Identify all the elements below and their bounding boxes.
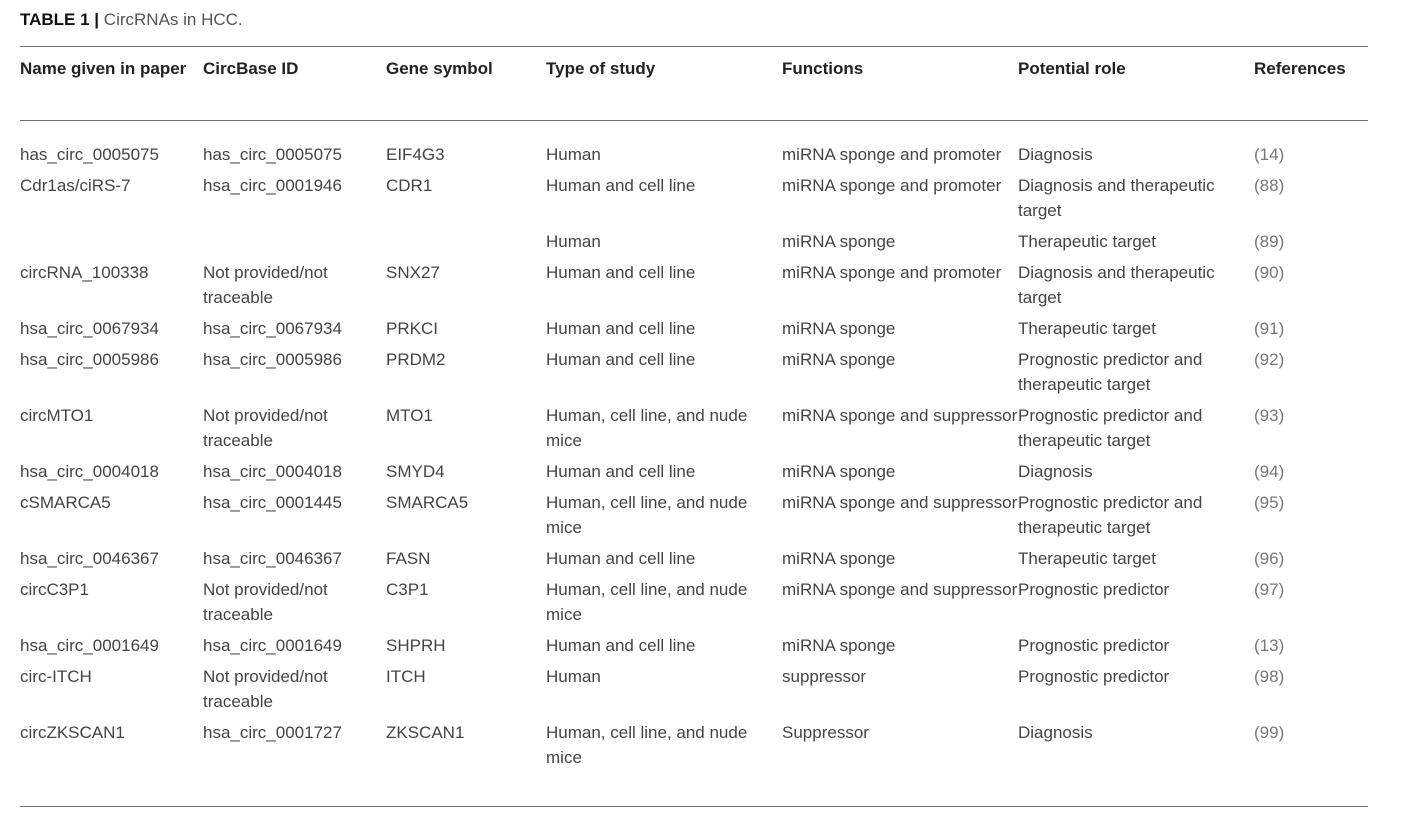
cell-name: circZKSCAN1: [20, 723, 125, 742]
cell-gene-symbol: C3P1: [386, 580, 429, 599]
cell-potential-role: Prognostic predictor: [1018, 667, 1170, 686]
cell-gene-symbol: SMYD4: [386, 462, 445, 481]
table-row: [20, 490, 1368, 546]
cell-circbase-id: hsa_circ_0067934: [203, 319, 342, 338]
cell-potential-role: Diagnosis and therapeutic target: [1018, 263, 1215, 307]
cell-circbase-id: hsa_circ_0001445: [203, 493, 342, 512]
cell-type-of-study: Human: [546, 232, 601, 251]
cell-type-of-study: Human and cell line: [546, 263, 696, 282]
cell-functions: miRNA sponge and promoter: [782, 176, 1002, 195]
cell-gene-symbol: EIF4G3: [386, 145, 445, 164]
cell-name: [20, 229, 203, 260]
cell-type-of-study: Human, cell line, and nude mice: [546, 580, 748, 624]
cell-reference: (99): [1254, 723, 1285, 742]
col-header-references: References: [1254, 59, 1346, 78]
cell-gene-symbol: [386, 229, 546, 260]
cell-circbase-id: hsa_circ_0001649: [203, 636, 342, 655]
cell-name: hsa_circ_0046367: [20, 549, 159, 568]
cell-name: circMTO1: [20, 406, 94, 425]
cell-potential-role: Therapeutic target: [1018, 549, 1156, 568]
table-caption: [20, 10, 243, 30]
cell-circbase-id: hsa_circ_0005986: [203, 350, 342, 369]
cell-name: has_circ_0005075: [20, 145, 159, 164]
cell-circbase-id: hsa_circ_0004018: [203, 462, 342, 481]
cell-potential-role: Diagnosis: [1018, 462, 1093, 481]
cell-functions: Suppressor: [782, 723, 869, 742]
cell-reference: (94): [1254, 462, 1285, 481]
col-header-functions: Functions: [782, 59, 864, 78]
cell-reference: (88): [1254, 176, 1285, 195]
cell-type-of-study: Human, cell line, and nude mice: [546, 723, 748, 767]
cell-functions: suppressor: [782, 667, 867, 686]
cell-functions: miRNA sponge and suppressor: [782, 406, 1018, 425]
table-row: [20, 720, 1368, 776]
cell-gene-symbol: SNX27: [386, 263, 440, 282]
cell-functions: miRNA sponge: [782, 319, 896, 338]
cell-potential-role: Prognostic predictor and therapeutic target: [1018, 493, 1203, 537]
table-row: [20, 633, 1368, 664]
table-title: CircRNAs in HCC.: [103, 10, 243, 29]
col-header-type-of-study: Type of study: [546, 59, 656, 78]
cell-circbase-id: [203, 229, 386, 260]
cell-type-of-study: Human: [546, 145, 601, 164]
cell-reference: (89): [1254, 232, 1285, 251]
table-row: [20, 664, 1368, 720]
cell-functions: miRNA sponge: [782, 232, 896, 251]
table-row: [20, 260, 1368, 316]
cell-circbase-id: Not provided/not traceable: [203, 406, 328, 450]
cell-potential-role: Prognostic predictor and therapeutic target: [1018, 406, 1203, 450]
cell-name: circRNA_100338: [20, 263, 149, 282]
table-row: [20, 316, 1368, 347]
cell-potential-role: Prognostic predictor: [1018, 636, 1170, 655]
cell-gene-symbol: SMARCA5: [386, 493, 469, 512]
cell-functions: miRNA sponge: [782, 549, 896, 568]
cell-type-of-study: Human and cell line: [546, 549, 696, 568]
table-row: [20, 120, 1368, 173]
col-header-gene-symbol: Gene symbol: [386, 59, 493, 78]
cell-type-of-study: Human and cell line: [546, 462, 696, 481]
cell-type-of-study: Human: [546, 667, 601, 686]
cell-circbase-id: Not provided/not traceable: [203, 580, 328, 624]
cell-potential-role: Diagnosis: [1018, 145, 1093, 164]
cell-reference: (13): [1254, 636, 1285, 655]
cell-type-of-study: Human, cell line, and nude mice: [546, 406, 748, 450]
cell-functions: miRNA sponge and promoter: [782, 263, 1002, 282]
cell-functions: miRNA sponge and suppressor: [782, 493, 1018, 512]
cell-name: Cdr1as/ciRS-7: [20, 176, 131, 195]
cell-reference: (91): [1254, 319, 1285, 338]
cell-potential-role: Diagnosis: [1018, 723, 1093, 742]
circrna-table: [20, 56, 1368, 776]
cell-circbase-id: Not provided/not traceable: [203, 263, 328, 307]
cell-reference: (96): [1254, 549, 1285, 568]
table-row: [20, 459, 1368, 490]
cell-potential-role: Diagnosis and therapeutic target: [1018, 176, 1215, 220]
cell-type-of-study: Human and cell line: [546, 350, 696, 369]
cell-reference: (95): [1254, 493, 1285, 512]
cell-gene-symbol: PRDM2: [386, 350, 446, 369]
cell-potential-role: Therapeutic target: [1018, 319, 1156, 338]
cell-name: circC3P1: [20, 580, 89, 599]
cell-type-of-study: Human and cell line: [546, 636, 696, 655]
cell-reference: (92): [1254, 350, 1285, 369]
cell-potential-role: Prognostic predictor and therapeutic target: [1018, 350, 1203, 394]
cell-gene-symbol: ITCH: [386, 667, 426, 686]
cell-potential-role: Therapeutic target: [1018, 232, 1156, 251]
cell-name: hsa_circ_0005986: [20, 350, 159, 369]
col-header-circbase-id: CircBase ID: [203, 59, 299, 78]
cell-reference: (14): [1254, 145, 1285, 164]
cell-functions: miRNA sponge and promoter: [782, 145, 1002, 164]
cell-gene-symbol: MTO1: [386, 406, 433, 425]
cell-potential-role: Prognostic predictor: [1018, 580, 1170, 599]
table-row: [20, 577, 1368, 633]
cell-type-of-study: Human and cell line: [546, 176, 696, 195]
cell-name: hsa_circ_0001649: [20, 636, 159, 655]
cell-circbase-id: has_circ_0005075: [203, 145, 342, 164]
cell-functions: miRNA sponge and suppressor: [782, 580, 1018, 599]
cell-type-of-study: Human, cell line, and nude mice: [546, 493, 748, 537]
table-row: [20, 546, 1368, 577]
cell-gene-symbol: FASN: [386, 549, 431, 568]
cell-type-of-study: Human and cell line: [546, 319, 696, 338]
cell-circbase-id: Not provided/not traceable: [203, 667, 328, 711]
cell-circbase-id: hsa_circ_0001946: [203, 176, 342, 195]
cell-gene-symbol: ZKSCAN1: [386, 723, 465, 742]
cell-circbase-id: hsa_circ_0001727: [203, 723, 342, 742]
cell-reference: (97): [1254, 580, 1285, 599]
cell-gene-symbol: PRKCI: [386, 319, 438, 338]
top-rule: [20, 46, 1368, 47]
cell-reference: (93): [1254, 406, 1285, 425]
cell-name: hsa_circ_0004018: [20, 462, 159, 481]
col-header-potential-role: Potential role: [1018, 59, 1126, 78]
header-row: [20, 56, 1368, 120]
cell-reference: (98): [1254, 667, 1285, 686]
cell-name: circ-ITCH: [20, 667, 92, 686]
cell-functions: miRNA sponge: [782, 462, 896, 481]
table-row: [20, 229, 1368, 260]
cell-functions: miRNA sponge: [782, 636, 896, 655]
table-row: [20, 403, 1368, 459]
cell-circbase-id: hsa_circ_0046367: [203, 549, 342, 568]
col-header-name: Name given in paper: [20, 59, 187, 78]
table-body: [20, 120, 1368, 776]
cell-gene-symbol: CDR1: [386, 176, 433, 195]
cell-functions: miRNA sponge: [782, 350, 896, 369]
table-row: [20, 173, 1368, 229]
table-label: TABLE 1 |: [20, 10, 100, 29]
table-row: [20, 347, 1368, 403]
cell-name: hsa_circ_0067934: [20, 319, 159, 338]
bottom-rule: [20, 806, 1368, 807]
cell-reference: (90): [1254, 263, 1285, 282]
cell-gene-symbol: SHPRH: [386, 636, 446, 655]
cell-name: cSMARCA5: [20, 493, 111, 512]
